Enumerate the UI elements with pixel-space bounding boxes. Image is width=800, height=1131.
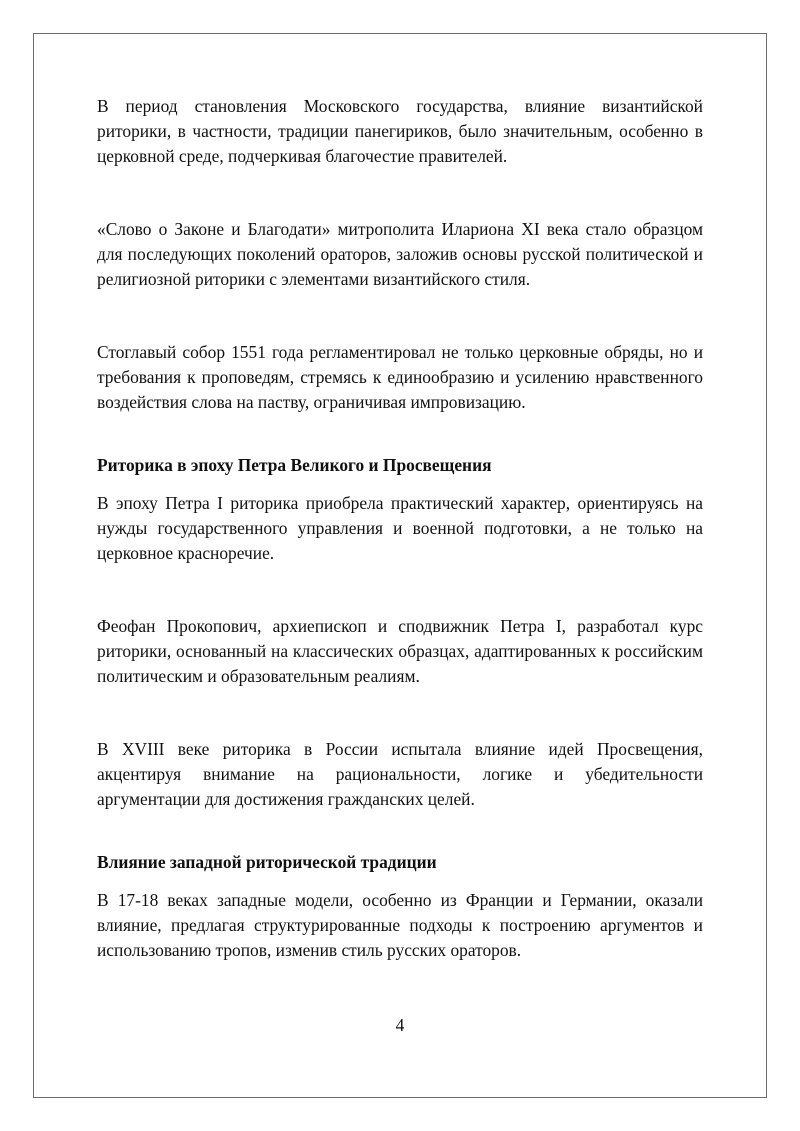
paragraph-peter-rhetoric: В эпоху Петра I риторика приобрела практический характер, ориентируясь на нужды государственного управления и военной подготовки, а не только на церковное красноречие. xyxy=(97,493,703,563)
paragraph-feofan-prokopovich: Феофан Прокопович, архиепископ и сподвижник Петра I, разработал курс риторики, основанный на классических образцах, адаптированных к российским политическим и образовательным реалиям. xyxy=(97,616,703,686)
section-heading-peter-enlightenment: Риторика в эпоху Петра Великого и Просвещения xyxy=(97,455,492,475)
paragraph-western-models: В 17-18 веках западные модели, особенно из Франции и Германии, оказали влияние, предлагая структурированные подходы к построению аргументов и использованию тропов, изменив стиль русских ораторов. xyxy=(97,890,703,960)
page-number: 4 xyxy=(395,1015,405,1035)
paragraph-18th-century: В XVIII веке риторика в России испытала влияние идей Просвещения, акцентируя внимание на рациональности, логике и убедительности аргументации для достижения гражданских целей. xyxy=(97,739,703,809)
page-content xyxy=(97,94,703,963)
paragraph-ilarion-sermon: «Слово о Законе и Благодати» митрополита Илариона XI века стало образцом для последующих поколений ораторов, заложив основы русской политической и религиозной риторики с элементами византийского стиля. xyxy=(97,219,703,289)
section-heading-western-tradition: Влияние западной риторической традиции xyxy=(97,852,437,872)
paragraph-stoglav-council: Стоглавый собор 1551 года регламентировал не только церковные обряды, но и требования к проповедям, стремясь к единообразию и усилению нравственного воздействия слова на паству, ограничивая импровизацию. xyxy=(97,342,703,412)
paragraph-byzantine-influence: В период становления Московского государства, влияние византийской риторики, в частности, традиции панегириков, было значительным, особенно в церковной среде, подчеркивая благочестие правителей. xyxy=(97,96,703,166)
